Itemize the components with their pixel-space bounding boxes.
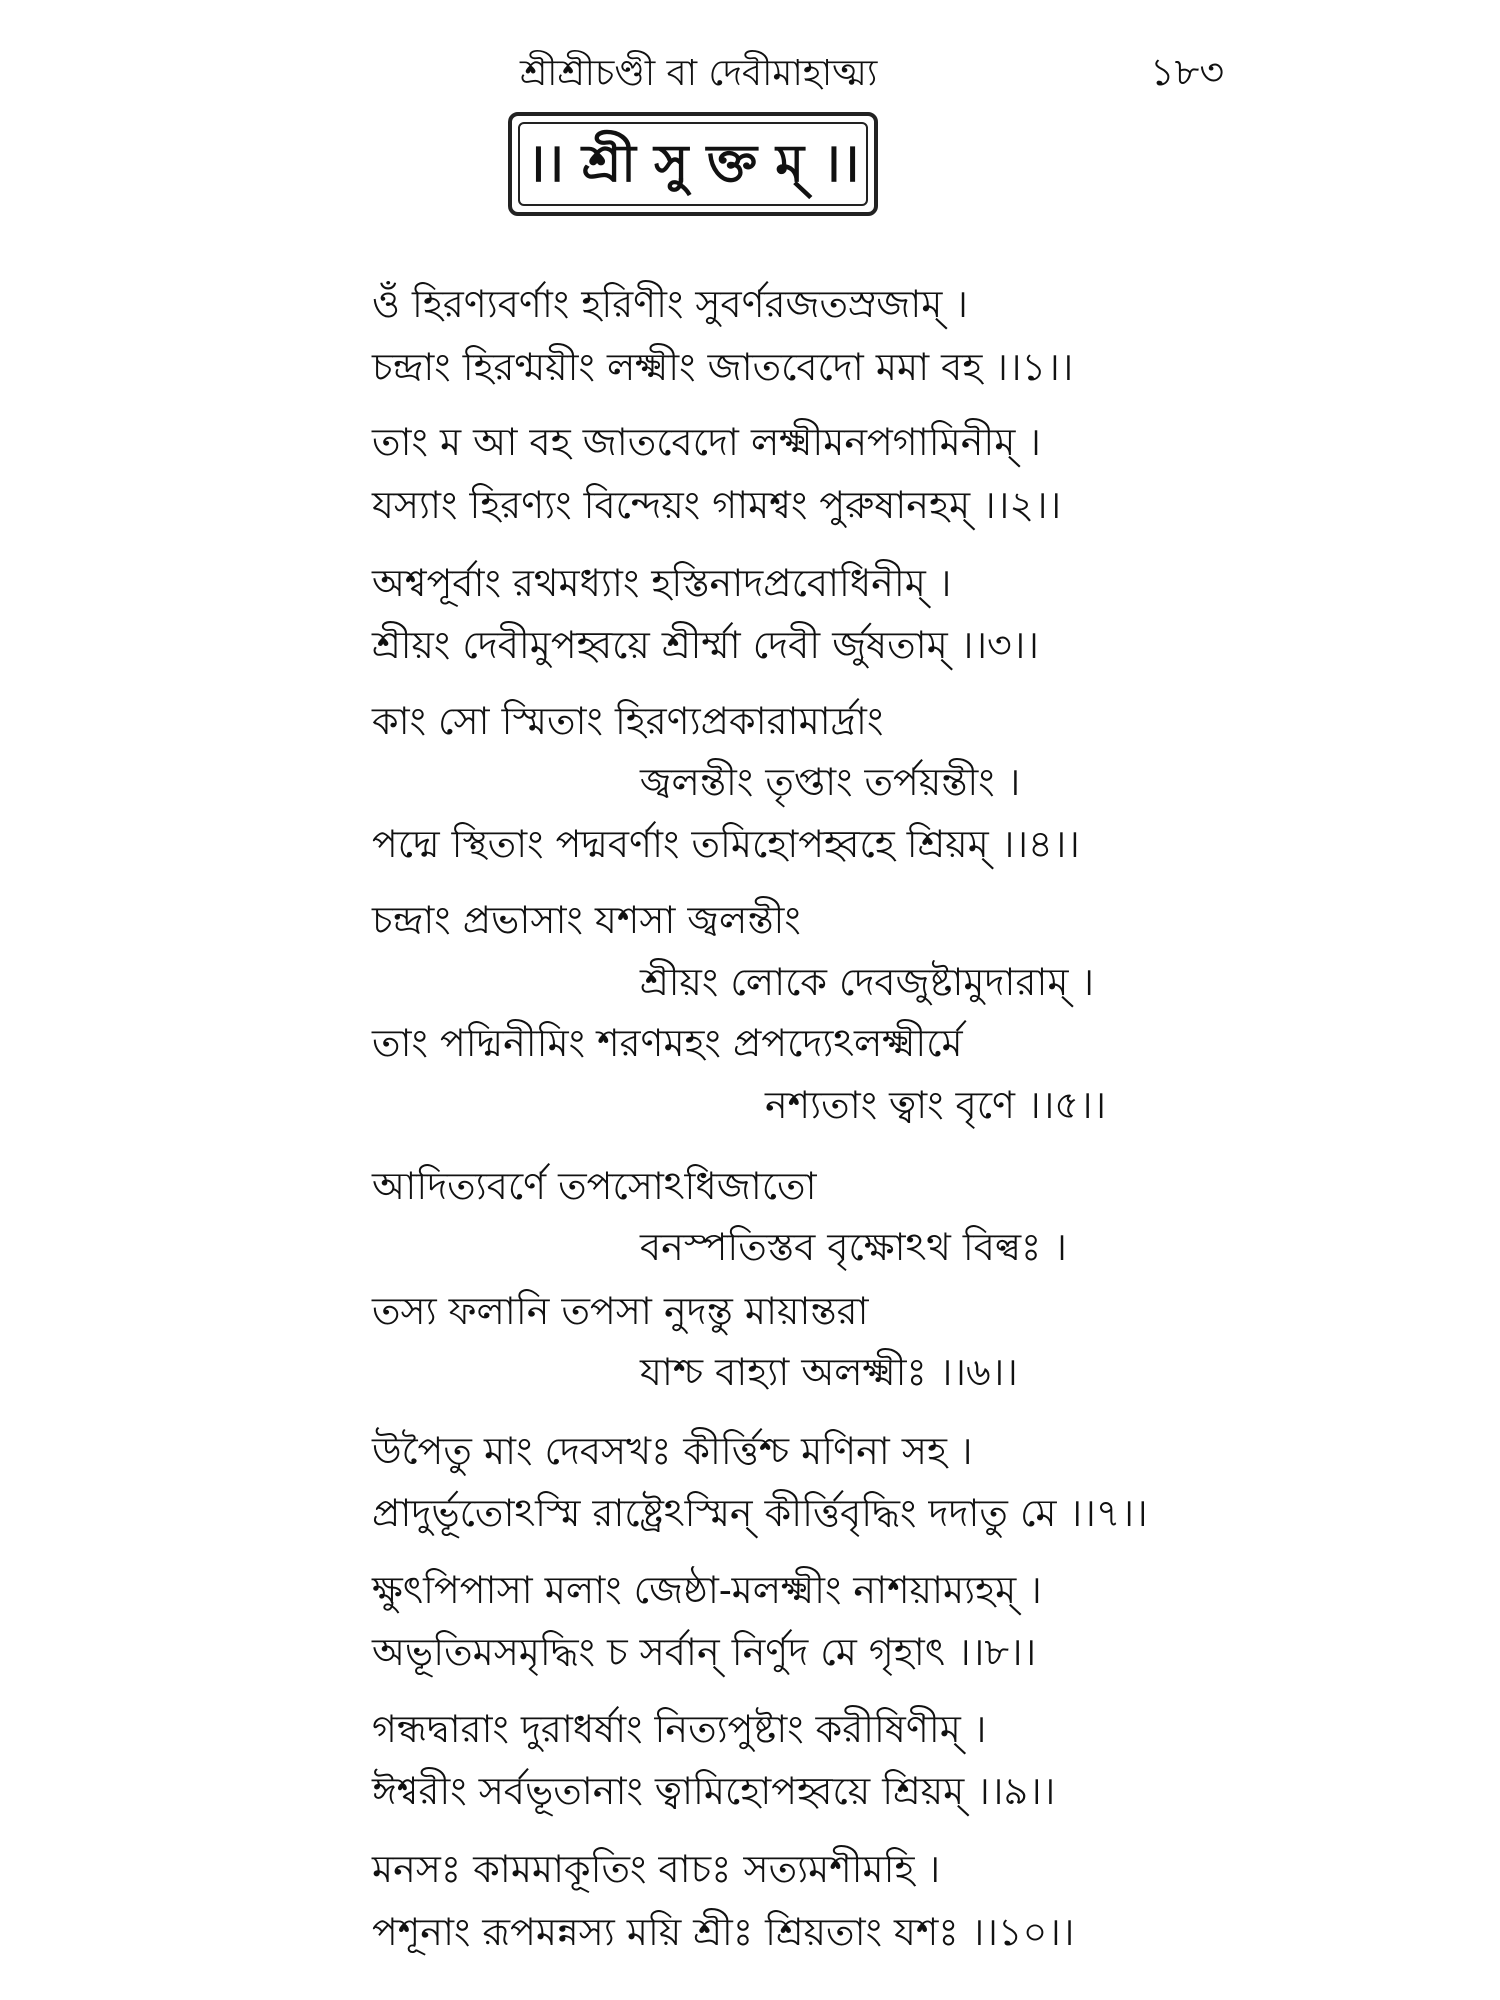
section-title-frame: [508, 112, 878, 216]
verse-line: চন্দ্রাং হিরণ্ময়ীং লক্ষ্মীং জাতবেদো মমা বহ ।।১।।: [372, 345, 1074, 389]
verse-line: যাশ্চ বাহ্যা অলক্ষ্মীঃ ।।৬।।: [640, 1350, 1018, 1394]
verse-line: ওঁ হিরণ্যবর্ণাং হরিণীং সুবর্ণরজতস্রজাম্ ।: [372, 282, 968, 326]
verse-line: শ্রীয়ং দেবীমুপহ্বয়ে শ্রীর্ম্মা দেবী র্জুষতাম্ ।।৩।।: [372, 623, 1039, 667]
verse-line: বনস্পতিস্তব বৃক্ষোঽথ বিল্বঃ ।: [640, 1225, 1067, 1269]
verse-line: জ্বলন্তীং তৃপ্তাং তর্পয়ন্তীং ।: [640, 760, 1021, 804]
verse-line: ক্ষুৎপিপাসা মলাং জেষ্ঠা-মলক্ষ্মীং নাশয়াম্যহম্ ।: [372, 1568, 1042, 1612]
verse-line: অভূতিমসমৃদ্ধিং চ সর্বান্ নির্ণুদ মে গৃহাৎ ।।৮।।: [372, 1630, 1037, 1674]
verse-line: শ্রীয়ং লোকে দেবজুষ্টামুদারাম্ ।: [640, 960, 1095, 1004]
page-number: ১৮৩: [1150, 50, 1225, 94]
verse-line: যস্যাং হিরণ্যং বিন্দেয়ং গামশ্বং পুরুষানহম্ ।।২।।: [372, 483, 1062, 527]
verse-line: পশূনাং রূপমন্নস্য ময়ি শ্রীঃ শ্রিয়তাং যশঃ ।।১০।।: [372, 1910, 1075, 1954]
section-title-inner-frame: [518, 122, 868, 206]
verse-line: মনসঃ কামমাকূতিং বাচঃ সত্যমশীমহি ।: [372, 1847, 941, 1891]
verse-line: ঈশ্বরীং সর্বভূতানাং ত্বামিহোপহ্বয়ে শ্রিয়ম্ ।।৯।।: [372, 1769, 1056, 1813]
verse-line: আদিত্যবর্ণে তপসোঽধিজাতো: [372, 1164, 817, 1208]
verse-line: তাং পদ্মিনীমিং শরণমহং প্রপদ্যেঽলক্ষ্মীর্মে: [372, 1021, 963, 1065]
verse-line: গন্ধদ্বারাং দুরাধর্ষাং নিত্যপুষ্টাং করীষিণীম্ ।: [372, 1707, 987, 1751]
verse-line: পদ্মে স্থিতাং পদ্মবর্ণাং তমিহোপহ্বহে শ্রিয়ম্ ।।৪।।: [372, 822, 1080, 866]
verse-line: উপৈতু মাং দেবসখঃ কীর্ত্তিশ্চ মণিনা সহ ।: [372, 1429, 973, 1473]
running-header: শ্রীশ্রীচণ্ডী বা দেবীমাহাত্ম্য: [520, 53, 878, 94]
verse-line: প্রাদুর্ভূতোঽস্মি রাষ্ট্রেঽস্মিন্ কীর্ত্তিবৃদ্ধিং দদাতু মে ।।৭।।: [372, 1491, 1148, 1535]
verse-line: কাং সো স্মিতাং হিরণ্যপ্রকারামার্দ্রাং: [372, 699, 884, 743]
verse-line: তস্য ফলানি তপসা নুদন্তু মায়ান্তরা: [372, 1289, 869, 1333]
section-title: ।। শ্রী সু ক্ত ম্ ।।: [526, 133, 860, 194]
verse-line: চন্দ্রাং প্রভাসাং যশসা জ্বলন্তীং: [372, 898, 801, 942]
verse-line: তাং ম আ বহ জাতবেদো লক্ষ্মীমনপগামিনীম্ ।: [372, 420, 1042, 464]
verse-line: অশ্বপূর্বাং রথমধ্যাং হস্তিনাদপ্রবোধিনীম্ ।: [372, 561, 952, 605]
verse-line: নশ্যতাং ত্বাং বৃণে ।।৫।।: [765, 1083, 1107, 1127]
